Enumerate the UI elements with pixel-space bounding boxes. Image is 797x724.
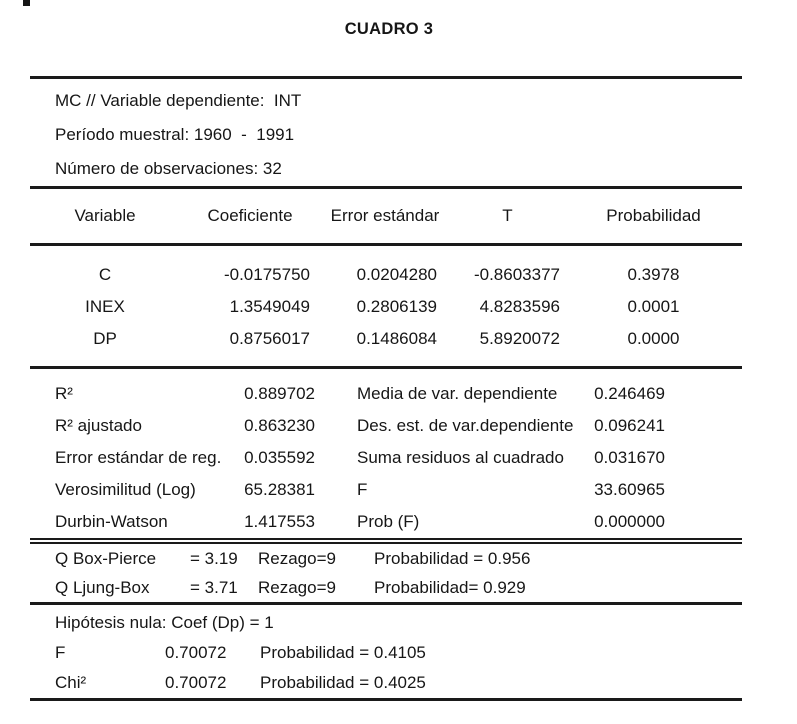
- stat-value-right: 33.60965: [594, 480, 665, 499]
- hypothesis-row: [55, 668, 742, 698]
- stat-label-left: Error estándar de reg.: [55, 448, 222, 467]
- cell-variable: DP: [93, 329, 117, 348]
- stat-value-left: 0.035592: [244, 448, 315, 467]
- stat-value-right: 0.246469: [594, 384, 665, 403]
- scan-artifact: [23, 0, 30, 6]
- rule-bottom: [30, 698, 742, 701]
- cell-variable: INEX: [85, 297, 125, 316]
- q-test-row: [55, 544, 742, 573]
- stats-row: [55, 506, 742, 538]
- col-header-t: T: [502, 206, 513, 225]
- cell-probabilidad: 0.3978: [627, 265, 680, 284]
- coef-rows-section: [30, 246, 742, 366]
- cell-t: 4.8283596: [479, 297, 560, 316]
- stats-row: [55, 378, 742, 410]
- cell-error-estandar: 0.1486084: [356, 329, 437, 348]
- info-sample-period: Período muestral: 1960 - 1991: [55, 125, 295, 144]
- stat-value-right: 0.096241: [594, 416, 665, 435]
- q-test-probability: Probabilidad= 0.929: [374, 578, 526, 597]
- stat-label-left: R² ajustado: [55, 416, 142, 435]
- hypothesis-test-section: [30, 605, 742, 698]
- stats-row: [55, 474, 742, 506]
- q-test-lag: Rezago=9: [258, 578, 336, 597]
- hypothesis-statistic: 0.70072: [165, 673, 227, 692]
- cell-coeficiente: 0.8756017: [229, 329, 310, 348]
- stat-label-right: Des. est. de var.dependiente: [357, 416, 574, 435]
- stat-value-left: 0.863230: [244, 416, 315, 435]
- q-test-row: [55, 573, 742, 602]
- table-title: CUADRO 3: [344, 20, 434, 38]
- stat-value-right: 0.031670: [594, 448, 665, 467]
- cell-error-estandar: 0.0204280: [356, 265, 437, 284]
- info-observations: Número de observaciones: 32: [55, 159, 282, 178]
- stats-row: [55, 410, 742, 442]
- model-info-section: [30, 79, 742, 186]
- table-row: [30, 323, 742, 355]
- hypothesis-label: Chi²: [55, 673, 87, 692]
- table-row: [30, 291, 742, 323]
- cell-error-estandar: 0.2806139: [356, 297, 437, 316]
- regression-output-table: [30, 76, 742, 701]
- stat-value-left: 0.889702: [244, 384, 315, 403]
- hypothesis-title: Hipótesis nula: Coef (Dp) = 1: [55, 613, 274, 632]
- stat-value-left: 1.417553: [244, 512, 315, 531]
- col-header-coeficiente: Coeficiente: [207, 206, 293, 225]
- stat-label-right: F: [357, 480, 368, 499]
- stat-value-right: 0.000000: [594, 512, 665, 531]
- cell-t: -0.8603377: [473, 265, 560, 284]
- stat-label-right: Suma residuos al cuadrado: [357, 448, 564, 467]
- hypothesis-probability: Probabilidad = 0.4025: [260, 673, 426, 692]
- q-tests-section: [30, 544, 742, 602]
- hypothesis-label: F: [55, 643, 66, 662]
- col-header-error-estandar: Error estándar: [330, 206, 440, 225]
- stats-row: [55, 442, 742, 474]
- q-test-statistic: = 3.71: [190, 578, 238, 597]
- cell-t: 5.8920072: [479, 329, 560, 348]
- hypothesis-row: [55, 638, 742, 668]
- cell-probabilidad: 0.0000: [627, 329, 680, 348]
- q-test-label: Q Ljung-Box: [55, 578, 150, 597]
- summary-stats-section: [30, 369, 742, 538]
- hypothesis-statistic: 0.70072: [165, 643, 227, 662]
- q-test-lag: Rezago=9: [258, 549, 336, 568]
- q-test-statistic: = 3.19: [190, 549, 238, 568]
- stat-label-left: R²: [55, 384, 73, 403]
- cell-coeficiente: 1.3549049: [229, 297, 310, 316]
- stat-value-left: 65.28381: [244, 480, 315, 499]
- stat-label-right: Media de var. dependiente: [357, 384, 558, 403]
- hypothesis-probability: Probabilidad = 0.4105: [260, 643, 426, 662]
- info-dependent-variable: MC // Variable dependiente: INT: [55, 91, 302, 110]
- q-test-label: Q Box-Pierce: [55, 549, 157, 568]
- stat-label-left: Durbin-Watson: [55, 512, 168, 531]
- cell-variable: C: [98, 265, 112, 284]
- cell-probabilidad: 0.0001: [627, 297, 680, 316]
- cell-coeficiente: -0.0175750: [223, 265, 310, 284]
- coef-header-row: [30, 189, 742, 243]
- col-header-variable: Variable: [74, 206, 136, 225]
- q-test-probability: Probabilidad = 0.956: [374, 549, 531, 568]
- stat-label-left: Verosimilitud (Log): [55, 480, 196, 499]
- col-header-probabilidad: Probabilidad: [606, 206, 701, 225]
- stat-label-right: Prob (F): [357, 512, 420, 531]
- table-row: [30, 259, 742, 291]
